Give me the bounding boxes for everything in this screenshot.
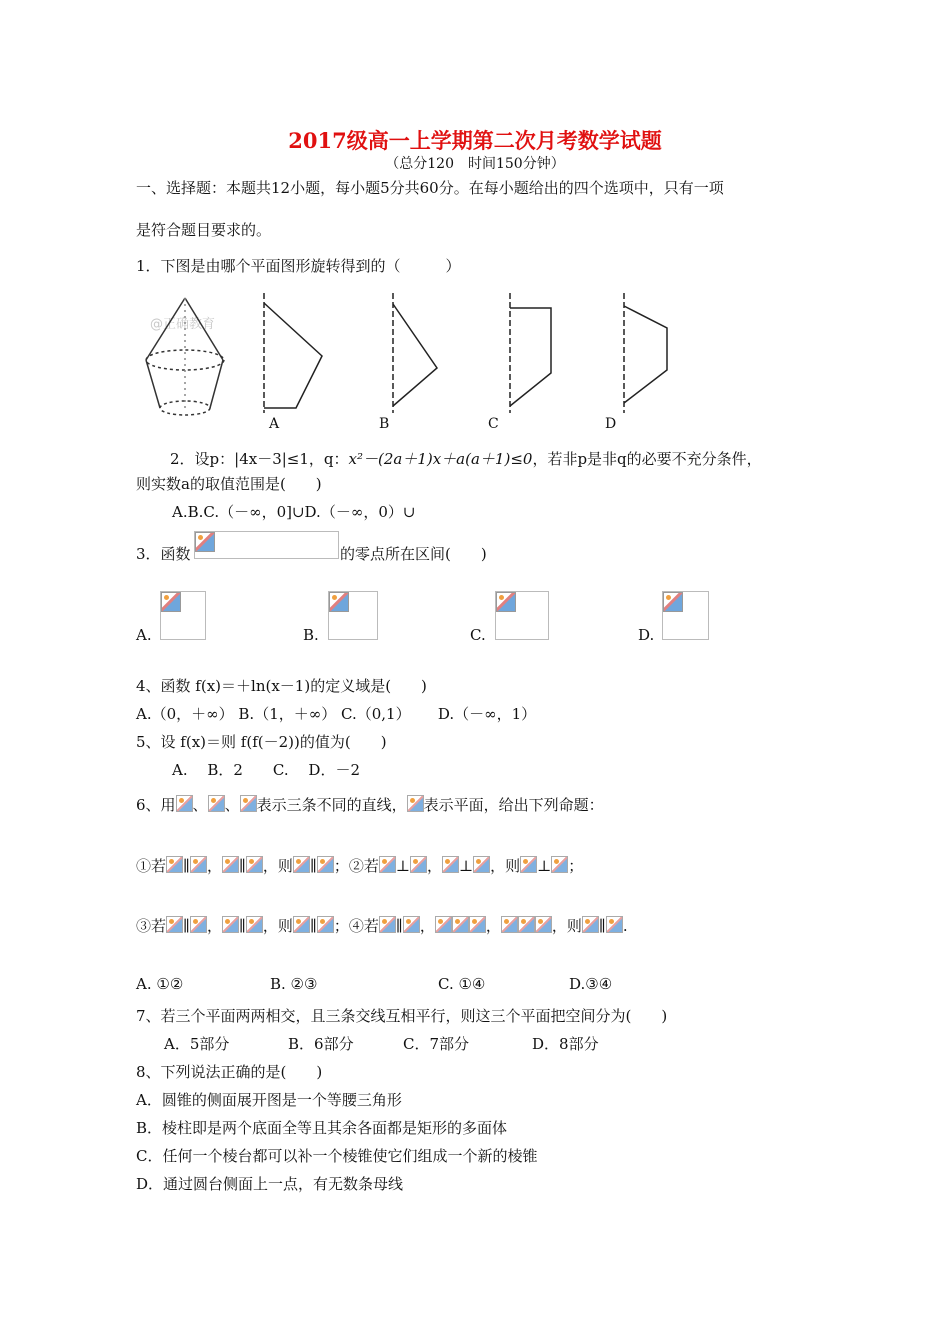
comma: ，	[206, 857, 222, 875]
q3-option-a-image	[160, 591, 206, 640]
q4-options: A.（0，＋∞） B.（1，＋∞） C.（0,1） D.（－∞，1）	[136, 705, 537, 723]
symbol-image	[190, 856, 207, 873]
symbol-image	[442, 856, 459, 873]
q2-condition-rest: ，若非p是非q的必要不充分条件，	[532, 450, 762, 468]
then-word: 则	[277, 857, 293, 875]
parallel-sign: ∥	[309, 857, 317, 875]
symbol-image	[293, 916, 310, 933]
q7-option-a: A．5部分	[164, 1035, 230, 1053]
q1-option-c-label: C	[488, 416, 499, 432]
plane-image	[407, 795, 424, 812]
section-instructions-line1: 一、选择题：本题共12小题，每小题5分共60分。在每小题给出的四个选项中，只有一项	[136, 179, 724, 197]
q6-propositions-3-4	[136, 916, 628, 936]
symbol-image	[317, 856, 334, 873]
comma: ，	[262, 917, 278, 935]
q2-line2: 则实数a的取值范围是( )	[136, 475, 322, 493]
q8-option-a: A．圆锥的侧面展开图是一个等腰三角形	[136, 1091, 402, 1109]
semicolon: ；	[333, 917, 349, 935]
perp-sign: ⊥	[395, 857, 411, 875]
image-placeholder-icon	[195, 532, 215, 552]
q6-intro-a: 6、用	[136, 796, 176, 814]
exam-subtitle: （总分120 时间150分钟）	[385, 156, 565, 172]
q1-option-d-label: D	[605, 416, 617, 432]
parallel-sign: ∥	[598, 917, 606, 935]
q2-options: A.B.C.（－∞，0]∪D.（－∞，0）∪	[172, 503, 416, 521]
q6-option-d: D.③④	[569, 975, 613, 993]
then-word: 则	[566, 917, 582, 935]
q5-text: 5、设 f(x)＝则 f(f(－2))的值为( )	[136, 733, 387, 751]
q2-condition-p: 2．设p：|4x－3|≤1，q：	[170, 450, 349, 468]
symbol-image	[551, 856, 568, 873]
option-c-figure	[510, 293, 551, 413]
q3-option-b: B.	[303, 626, 319, 644]
symbol-image	[518, 916, 535, 933]
symbol-image	[501, 916, 518, 933]
exam-title: 2017级高一上学期第二次月考数学试题	[288, 128, 662, 153]
parallel-sign: ∥	[183, 857, 190, 875]
line-a-image	[176, 795, 193, 812]
semicolon: ；	[568, 857, 584, 875]
prop3-label: ③若	[136, 917, 167, 935]
symbol-image	[166, 856, 183, 873]
q8-option-c: C．任何一个棱台都可以补一个棱锥使它们组成一个新的棱锥	[136, 1147, 538, 1165]
q3-option-d: D.	[638, 626, 655, 644]
parallel-sign: ∥	[238, 917, 246, 935]
q3-option-a: A.	[136, 626, 152, 644]
parallel-sign: ∥	[395, 917, 403, 935]
q1-text: 1．下图是由哪个平面图形旋转得到的（ ）	[136, 257, 461, 275]
symbol-image	[469, 916, 486, 933]
symbol-image	[606, 916, 623, 933]
symbol-image	[222, 856, 239, 873]
q7-option-d: D．8部分	[532, 1035, 599, 1053]
then-word: 则	[505, 857, 521, 875]
watermark: @正确教育	[150, 317, 216, 332]
q7-option-b: B．6部分	[288, 1035, 354, 1053]
symbol-image	[410, 856, 427, 873]
q8-option-d: D．通过圆台侧面上一点，有无数条母线	[136, 1175, 404, 1193]
parallel-sign: ∥	[183, 917, 190, 935]
q6-intro-e: 表示平面，给出下列命题：	[423, 796, 604, 814]
prop4-label: ④若	[348, 917, 379, 935]
symbol-image	[222, 916, 239, 933]
symbol-image	[435, 916, 452, 933]
symbol-image	[166, 916, 183, 933]
symbol-image	[452, 916, 469, 933]
q7-text: 7、若三个平面两两相交，且三条交线互相平行，则这三个平面把空间分为( )	[136, 1007, 668, 1025]
comma: ，	[262, 857, 278, 875]
q5-options: A. B．2 C. D．－2	[172, 761, 360, 779]
q6-intro-c: 、	[224, 796, 240, 814]
parallel-sign: ∥	[238, 857, 246, 875]
comma: ，	[419, 917, 435, 935]
option-b-figure	[393, 293, 437, 413]
q1-option-a-label: A	[269, 416, 280, 432]
symbol-image	[317, 916, 334, 933]
symbol-image	[379, 916, 396, 933]
perp-sign: ⊥	[537, 857, 552, 875]
period: .	[622, 917, 628, 935]
solid-figure	[146, 298, 224, 415]
section-instructions-line2: 是符合题目要求的。	[136, 221, 272, 239]
q8-text: 8、下列说法正确的是( )	[136, 1063, 323, 1081]
q3-option-d-image	[662, 591, 709, 640]
q4-text: 4、函数 f(x)＝＋ln(x－1)的定义域是( )	[136, 677, 427, 695]
image-placeholder-icon	[329, 592, 349, 612]
symbol-image	[379, 856, 396, 873]
line-c-image	[240, 795, 257, 812]
comma: ，	[206, 917, 222, 935]
prop1-label: ①若	[136, 857, 167, 875]
symbol-image	[293, 856, 310, 873]
q3-function-image	[194, 531, 339, 559]
q2-line1	[170, 449, 762, 469]
image-placeholder-icon	[663, 592, 683, 612]
q6-option-c: C. ①④	[438, 975, 486, 993]
q3-option-c: C.	[470, 626, 486, 644]
parallel-sign: ∥	[309, 917, 317, 935]
line-b-image	[208, 795, 225, 812]
comma: ，	[551, 917, 567, 935]
perp-sign: ⊥	[459, 857, 474, 875]
q7-option-c: C．7部分	[403, 1035, 470, 1053]
symbol-image	[582, 916, 599, 933]
comma: ，	[490, 857, 506, 875]
q6-option-b: B. ②③	[270, 975, 318, 993]
semicolon: ；	[333, 857, 349, 875]
q6-intro-b: 、	[192, 796, 208, 814]
q6-propositions-1-2	[136, 856, 583, 876]
q6-option-a: A. ①②	[136, 975, 184, 993]
q6-intro	[136, 795, 604, 815]
symbol-image	[190, 916, 207, 933]
symbol-image	[246, 856, 263, 873]
then-word: 则	[277, 917, 293, 935]
comma: ，	[427, 857, 443, 875]
option-d-figure	[624, 293, 667, 413]
q1-option-b-label: B	[379, 416, 390, 432]
image-placeholder-icon	[496, 592, 516, 612]
q6-intro-d: 表示三条不同的直线，	[256, 796, 407, 814]
q2-condition-q: x²－(2a＋1)x＋a(a＋1)≤0	[348, 450, 533, 468]
q8-option-b: B．棱柱即是两个底面全等且其余各面都是矩形的多面体	[136, 1119, 508, 1137]
q3-text-b: 的零点所在区间( )	[340, 545, 487, 563]
image-placeholder-icon	[161, 592, 181, 612]
q3-option-b-image	[328, 591, 378, 640]
comma: ，	[485, 917, 501, 935]
symbol-image	[473, 856, 490, 873]
symbol-image	[246, 916, 263, 933]
symbol-image	[535, 916, 552, 933]
q3-option-c-image	[495, 591, 549, 640]
symbol-image	[520, 856, 537, 873]
option-a-figure	[264, 293, 322, 413]
q3-text-a: 3．函数	[136, 545, 191, 563]
prop2-label: ②若	[348, 857, 379, 875]
symbol-image	[403, 916, 420, 933]
